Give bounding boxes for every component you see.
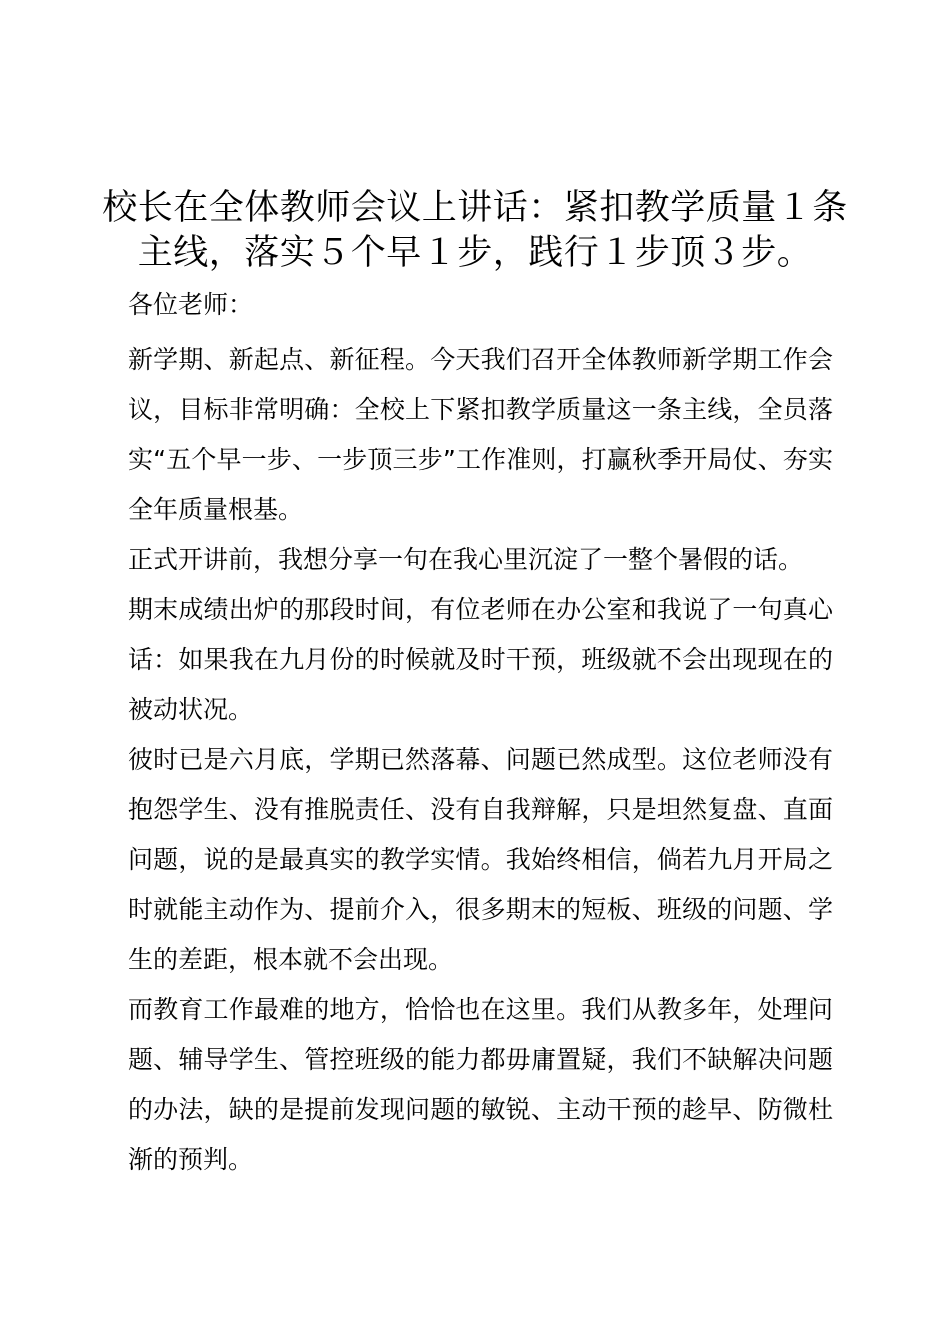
paragraph: 彼时已是六月底，学期已然落幕、问题已然成型。这位老师没有抱怨学生、没有推脱责任、没有自我辩解，只是坦然复盘、直面问题，说的是最真实的教学实情。我始终相信，倘若九月开局之时就能主动作为、提前介入，很多期末的短板、班级的问题、学生的差距，根本就不会出现。 — [128, 745, 833, 974]
paragraph: 期末成绩出炉的那段时间，有位老师在办公室和我说了一句真心话：如果我在九月份的时候就及时干预，班级就不会出现现在的被动状况。 — [128, 595, 833, 724]
paragraph: 而教育工作最难的地方，恰恰也在这里。我们从教多年，处理问题、辅导学生、管控班级的能力都毋庸置疑，我们不缺解决问题的办法，缺的是提前发现问题的敏锐、主动干预的趁早、防微杜渐的预判。 — [128, 995, 833, 1174]
paragraph: 新学期、新起点、新征程。今天我们召开全体教师新学期工作会议，目标非常明确：全校上下紧扣教学质量这一条主线，全员落实“五个早一步、一步顶三步”工作准则，打赢秋季开局仗、夯实全年质量根基。 — [128, 345, 833, 524]
document-body — [128, 285, 833, 1185]
greeting: 各位老师： — [128, 290, 254, 319]
document-title: 校长在全体教师会议上讲话：紧扣教学质量１条主线，落实５个早１步，践行１步顶３步。 — [102, 188, 848, 273]
paragraph: 正式开讲前，我想分享一句在我心里沉淀了一整个暑假的话。 — [128, 545, 804, 574]
